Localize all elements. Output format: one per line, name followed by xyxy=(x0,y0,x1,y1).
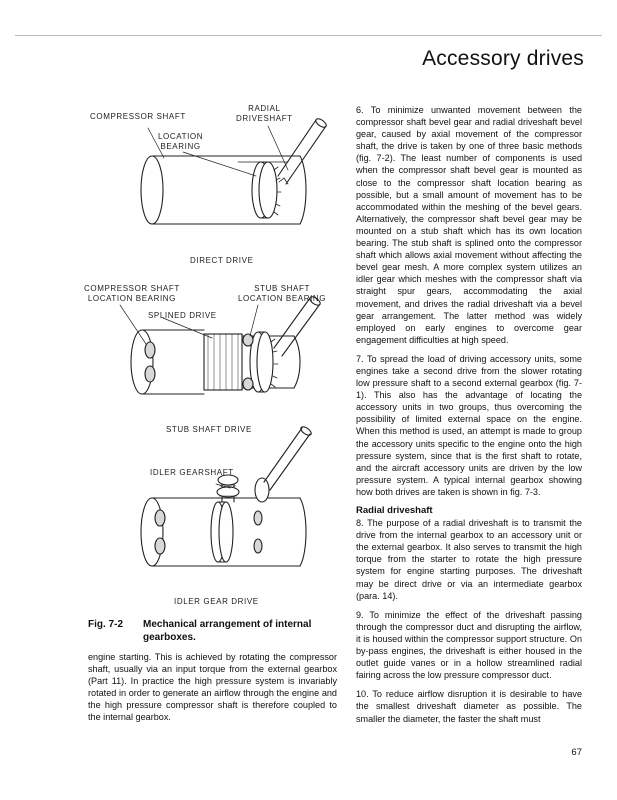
page-number: 67 xyxy=(571,747,582,758)
header-rule xyxy=(15,35,602,36)
paragraph-8: 8. The purpose of a radial driveshaft is to transmit the drive from the internal gearbox to an accessory unit or the external gearbox. It also serves to transmit the high torque from the starter to rotate the high pressure system for engine starting purposes. The driveshaft may be direct drive or via an intermediate gearbox (para. 14). xyxy=(356,518,582,601)
label-compressor-shaft-location-bearing: COMPRESSOR SHAFT LOCATION BEARING xyxy=(84,284,180,303)
label-direct-drive: DIRECT DRIVE xyxy=(190,256,254,265)
label-stub-shaft-location-bearing: STUB SHAFT LOCATION BEARING xyxy=(238,284,327,303)
label-compressor-shaft: COMPRESSOR SHAFT xyxy=(90,112,186,121)
label-idler-gearshaft: IDLER GEARSHAFT xyxy=(150,468,234,477)
label-splined-drive: SPLINED DRIVE xyxy=(148,311,217,320)
right-column xyxy=(356,104,582,732)
label-location-bearing: LOCATION BEARING xyxy=(158,132,204,151)
idler-gear-drive-drawing xyxy=(141,425,313,566)
paragraph-10: 10. To reduce airflow disruption it is desirable to have the smallest driveshaft diameter as possible. The smaller the diameter, the faster the shaft must xyxy=(356,689,582,724)
left-column-text: engine starting. This is achieved by rotating the compressor shaft, usually via an input torque from the external gearbox (Part 11). In practice the high pressure system is invariably rotated in order to generate an airflow through the engine and the high pressure compressor shaft is therefore coupled to the internal gearbox. xyxy=(88,652,337,723)
paragraph-7: 7. To spread the load of driving accessory units, some engines take a second drive from the slower rotating low pressure shaft to a second external gearbox (fig. 7-1). This also has the advantage of locating the accessory units in two groups, thus overcoming the possibility of limited external space on the engine. When this method is used, an attempt is made to group the accessory units specific to the engine onto the high pressure system, since that is the first shaft to rotate, and the aircraft accessory units are driven by the low pressure system. A typical internal gearbox showing how both drives are taken is shown in fig. 7-3. xyxy=(356,353,582,497)
paragraph-9: 9. To minimize the effect of the driveshaft passing through the compressor duct and disrupting the airflow, it is housed within the compressor support structure. On by-pass engines, the driveshaft is either housed in the outlet guide vanes or in a hollow streamlined radial fairing across the low pressure compressor duct. xyxy=(356,609,582,681)
section-heading: Radial driveshaft xyxy=(356,505,433,516)
stub-shaft-drive-drawing xyxy=(120,295,322,394)
label-idler-gear-drive: IDLER GEAR DRIVE xyxy=(174,597,259,606)
label-stub-shaft-drive: STUB SHAFT DRIVE xyxy=(166,425,252,434)
page-title: Accessory drives xyxy=(422,47,584,70)
figure-number: Fig. 7-2 xyxy=(88,619,124,630)
paragraph-6: 6. To minimize unwanted movement between the compressor shaft bevel gear and radial driveshaft bevel gear, caused by axial movement of the compressor shaft, the drive is taken by one of three basic methods (fig. 7-2). The least number of components is used when the compressor shaft bevel gear is mounted as close to the compressor shaft location bearing as possible, but a small amount of movement has to be accommodated within the meshing of the bevel gears. Alternatively, the compressor shaft bevel gear may be mounted on a stub shaft which has its own location bearing. The stub shaft is splined onto the compressor shaft which allows axial movement without affecting the bevel gear mesh. A more complex system utilizes an idler gear which meshes with the compressor shaft via straight spur gears, accommodating the axial movement, and drives the radial driveshaft via a bevel gear arrangement. The latter method was widely employed on early engines to overcome gear engagement difficulties at high speed. xyxy=(356,105,582,345)
figure-7-2 xyxy=(84,100,338,610)
label-radial-driveshaft: RADIAL DRIVESHAFT xyxy=(236,104,293,123)
figure-caption-text: Mechanical arrangement of internal gearboxes. xyxy=(143,619,312,643)
gearbox-illustration xyxy=(88,100,338,610)
